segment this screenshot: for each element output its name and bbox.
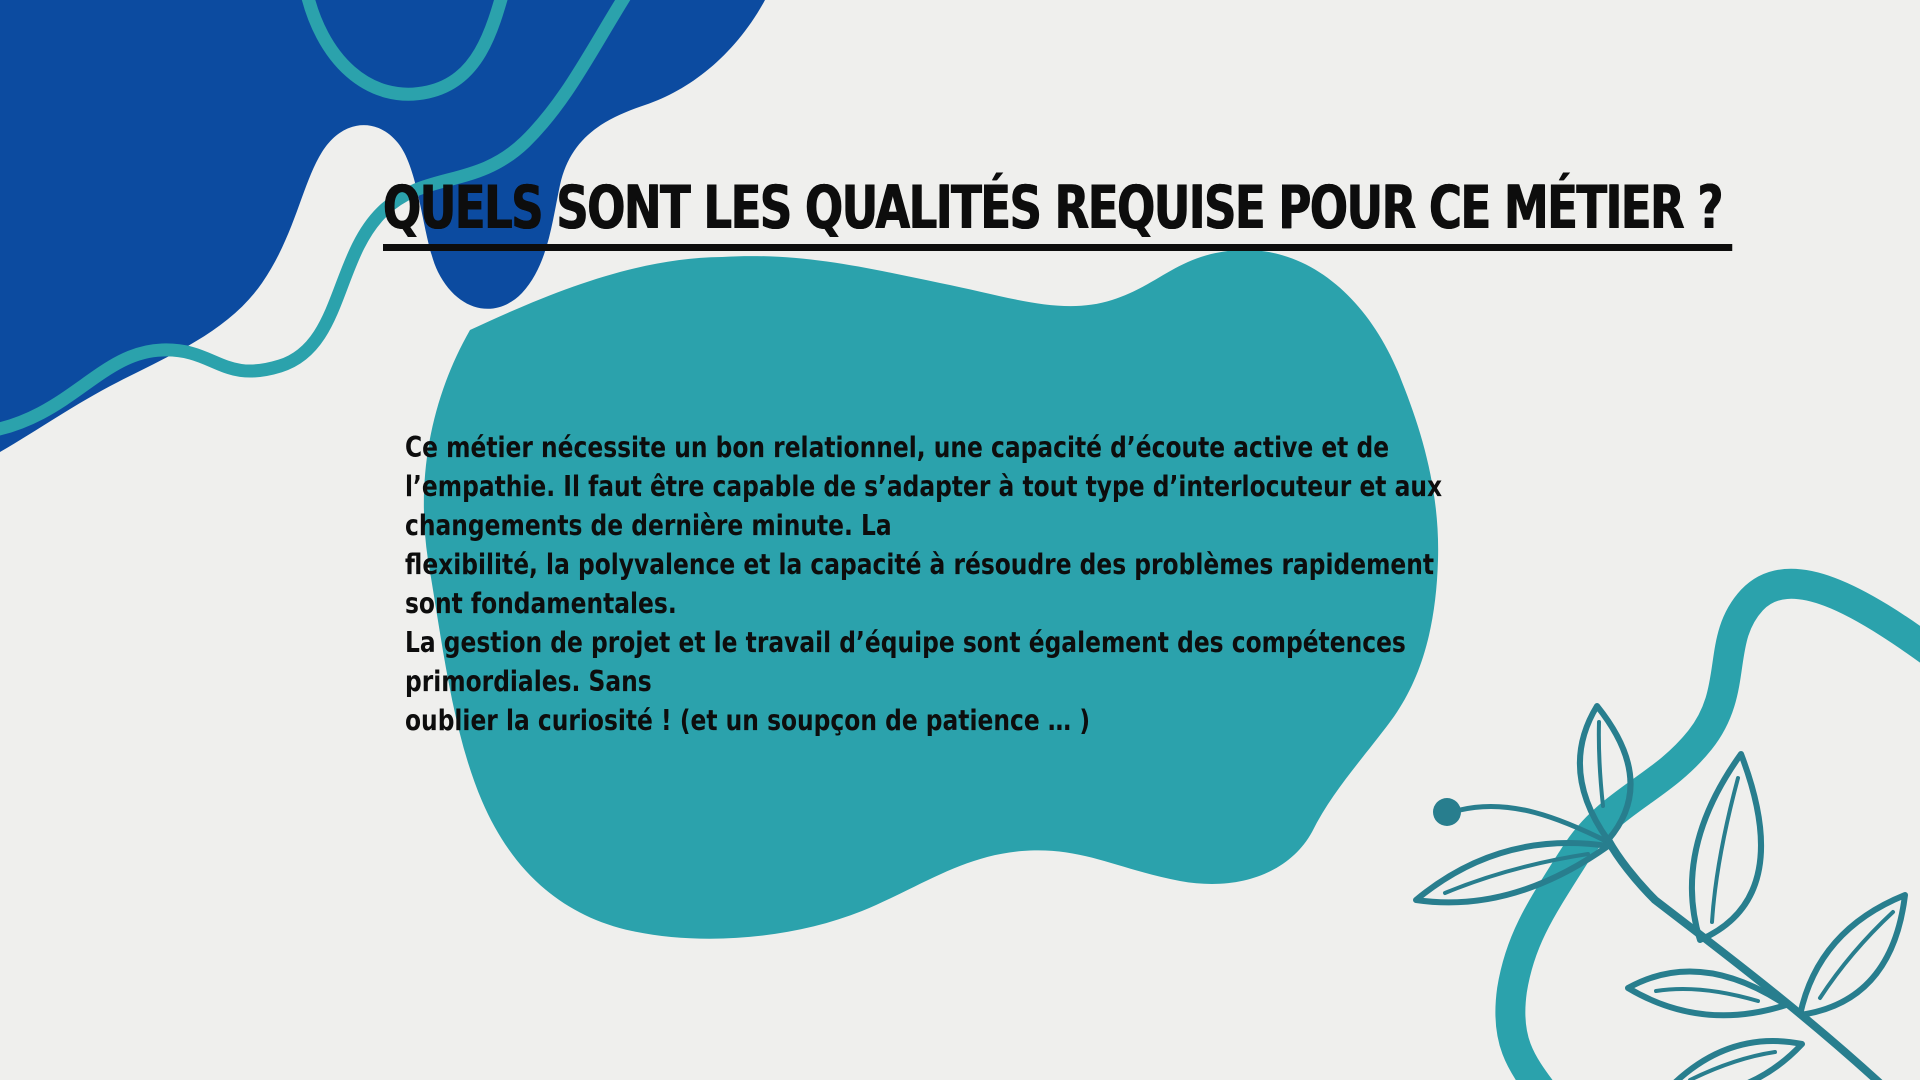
slide-title: QUELS SONT LES QUALITÉS REQUISE POUR CE MÉTIER ? [383,176,1733,251]
body-line: La gestion de projet et le travail d’équipe sont également des compétences [405,626,1406,659]
leaf-up-vein [1599,722,1603,806]
leaf-lower-middle-outline [1628,972,1786,1016]
body-line: sont fondamentales. [405,587,677,620]
leaf-lower-middle-vein [1656,989,1758,1001]
leaf-bottom-outline [1660,1041,1802,1080]
leaf-upper-right-outline [1692,754,1761,940]
body-line: changements de dernière minute. La [405,509,892,542]
teal-ribbon-curve [1510,584,1920,1080]
body-line: oublier la curiosité ! (et un soupçon de patience … ) [405,704,1091,737]
body-text-block [405,428,1442,740]
body-line: l’empathie. Il faut être capable de s’adapter à tout type d’interlocuteur et aux [405,470,1443,503]
pin-dot [1433,798,1461,826]
body-line: Ce métier nécessite un bon relationnel, une capacité d’écoute active et de [405,431,1390,464]
body-line: flexibilité, la polyvalence et la capacité à résoudre des problèmes rapidement [405,548,1435,581]
body-line: primordiales. Sans [405,665,652,698]
